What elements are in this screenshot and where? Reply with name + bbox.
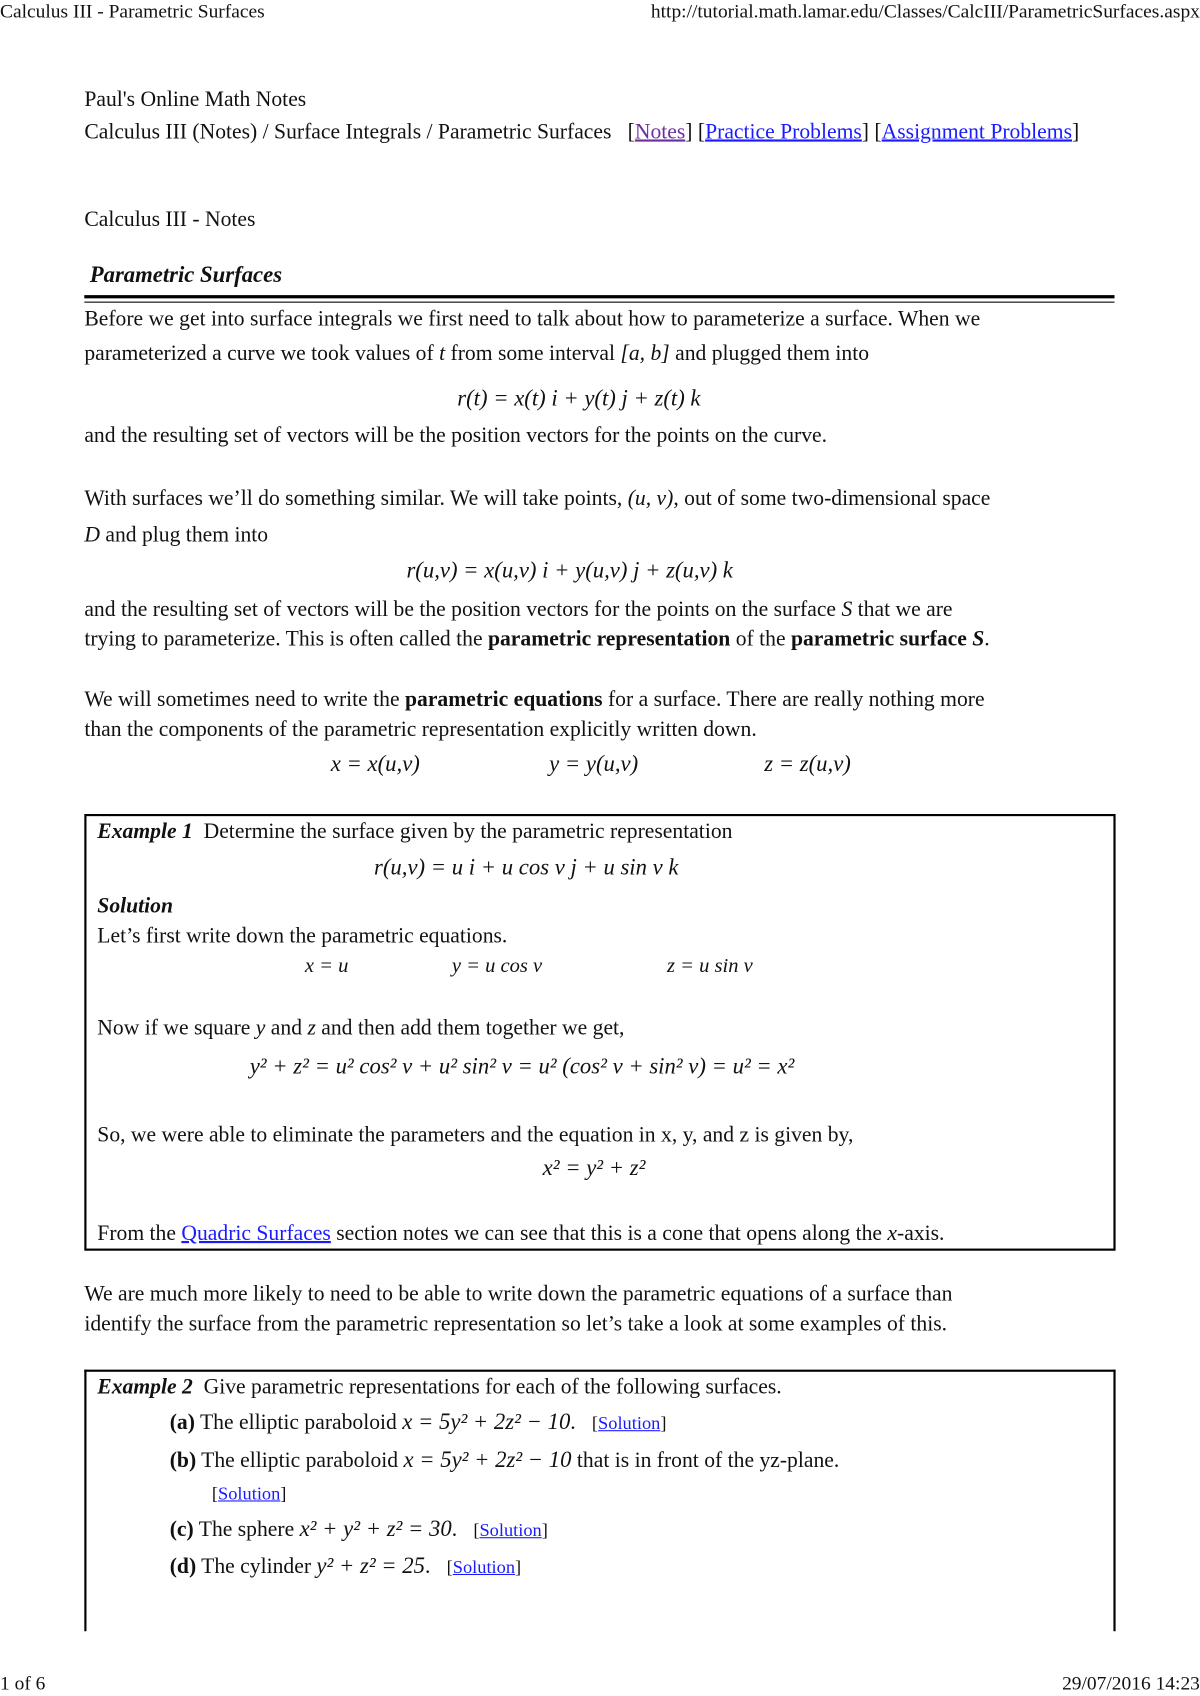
- math-t: t: [439, 341, 446, 366]
- solution-line: [97, 1220, 944, 1246]
- math-uv: (u, v): [627, 486, 674, 511]
- equation-squares: y² + z² = u² cos² v + u² sin² v = u² (cos² v + sin² v) = u² = x²: [249, 1052, 795, 1079]
- print-header-url: http://tutorial.math.lamar.edu/Classes/CalcIII/ParametricSurfaces.aspx: [650, 0, 1200, 22]
- paragraph-line: and the resulting set of vectors will be the position vectors for the points on the curve.: [84, 423, 828, 448]
- equation-x: x = u: [304, 954, 349, 978]
- print-footer-datetime: 29/07/2016 14:23: [1062, 1672, 1200, 1694]
- text: The cylinder: [201, 1554, 317, 1579]
- solution-d-link[interactable]: Solution: [452, 1556, 516, 1578]
- text: and plug them into: [99, 523, 269, 547]
- text: parameterized a curve we took values of: [84, 341, 440, 366]
- breadcrumb-path: Calculus III (Notes) / Surface Integrals / Parametric Surfaces: [84, 119, 612, 144]
- part-tag: (a): [169, 1410, 195, 1435]
- text: The elliptic paraboloid: [201, 1448, 404, 1473]
- text: from some interval: [445, 341, 621, 366]
- part-tag: (b): [169, 1448, 197, 1473]
- text: .: [984, 626, 990, 651]
- solution-a-link[interactable]: Solution: [598, 1412, 661, 1434]
- quadric-surfaces-link[interactable]: Quadric Surfaces: [181, 1221, 331, 1246]
- text: that is in front of the yz-plane.: [571, 1448, 840, 1473]
- equation-y: y = u cos v: [451, 954, 543, 978]
- equation-z: z = u sin v: [666, 954, 753, 978]
- math-S: S: [841, 597, 853, 622]
- practice-problems-link[interactable]: Practice Problems: [705, 119, 862, 144]
- page-title: Parametric Surfaces: [89, 261, 283, 288]
- text: , out of some two-dimensional space: [673, 486, 991, 511]
- text: that we are: [852, 597, 953, 622]
- math: x = 5y² + 2z² − 10: [403, 1446, 572, 1473]
- solution-b: [Solution]: [211, 1483, 287, 1504]
- paragraph-line: [84, 626, 989, 652]
- part-a: (a) The elliptic paraboloid x = 5y² + 2z² − 10. [Solution]: [169, 1408, 667, 1435]
- paragraph-line: Before we get into surface integrals we first need to talk about how to parameterize a surface. When we: [84, 307, 981, 331]
- text: .: [425, 1554, 431, 1579]
- paragraph-line: [84, 686, 984, 712]
- example-1-equation: r(u,v) = u i + u cos v j + u sin v k: [374, 853, 679, 880]
- text: Determine the surface given by the parametric representation: [203, 819, 733, 844]
- term-parametric-equations: parametric equations: [405, 687, 603, 712]
- text: -axis.: [897, 1221, 945, 1246]
- text: section notes we can see that this is a cone that opens along the: [330, 1221, 888, 1246]
- paragraph-line: than the components of the parametric representation explicitly written down.: [84, 717, 757, 742]
- math-S: S: [966, 626, 985, 651]
- part-tag: (c): [169, 1517, 194, 1542]
- example-label: Example 2: [97, 1375, 193, 1399]
- equation-cone: x² = y² + z²: [542, 1154, 646, 1181]
- text: Give parametric representations for each of the following surfaces.: [203, 1375, 782, 1399]
- text: The elliptic paraboloid: [199, 1410, 403, 1435]
- solution-line: Let’s first write down the parametric equations.: [97, 924, 508, 949]
- text: .: [570, 1410, 576, 1435]
- paragraph-line: [84, 485, 990, 511]
- math-y: y: [255, 1016, 266, 1040]
- text: With surfaces we’ll do something similar. We will take points,: [84, 486, 628, 511]
- example-1-prompt: [97, 818, 732, 844]
- solution-c-link[interactable]: Solution: [479, 1519, 542, 1541]
- text: of the: [730, 626, 791, 651]
- title-rule-thin: [84, 302, 1114, 303]
- title-rule: [84, 295, 1114, 298]
- section-label: Calculus III - Notes: [84, 207, 256, 232]
- equation-z: z = z(u,v): [764, 750, 851, 777]
- math-x: x: [887, 1221, 898, 1246]
- breadcrumb: Calculus III (Notes) / Surface Integrals / Parametric Surfaces [Notes] [Practice Problems] [Assignment Problems]: [84, 119, 1080, 144]
- solution-line: [97, 1015, 624, 1041]
- site-name: Paul's Online Math Notes: [84, 87, 307, 112]
- equation-x: x = x(u,v): [330, 750, 420, 777]
- text: The sphere: [198, 1517, 300, 1542]
- math: x = 5y² + 2z² − 10: [402, 1408, 571, 1435]
- equation-y: y = y(u,v): [549, 750, 639, 777]
- notes-link[interactable]: Notes: [634, 119, 686, 144]
- text: for a surface. There are really nothing more: [602, 687, 985, 712]
- text: We will sometimes need to write the: [84, 687, 406, 712]
- paragraph-line: We are much more likely to need to be able to write down the parametric equations of a surface than: [84, 1282, 953, 1306]
- paragraph-line: [84, 341, 869, 367]
- part-tag: (d): [169, 1554, 197, 1579]
- math: x² + y² + z² = 30: [299, 1515, 452, 1542]
- part-c: (c) The sphere x² + y² + z² = 30. [Solution]: [169, 1515, 548, 1542]
- paragraph-line: [84, 522, 268, 548]
- assignment-problems-link[interactable]: Assignment Problems: [881, 119, 1073, 144]
- print-footer-page: 1 of 6: [0, 1672, 46, 1694]
- text: and: [265, 1016, 308, 1040]
- example-label: Example 1: [97, 819, 193, 844]
- text: trying to parameterize. This is often called the: [84, 626, 488, 651]
- print-header-title: Calculus III - Parametric Surfaces: [0, 0, 265, 22]
- part-d: (d) The cylinder y² + z² = 25. [Solution]: [169, 1552, 522, 1579]
- math-interval: [a, b]: [620, 341, 670, 366]
- solution-b-link[interactable]: Solution: [218, 1483, 281, 1504]
- solution-label: Solution: [97, 893, 174, 918]
- part-b: [170, 1446, 840, 1473]
- text: and the resulting set of vectors will be the position vectors for the points on the surface: [84, 597, 842, 622]
- math-D: D: [84, 523, 100, 547]
- term-parametric-surface: parametric surface: [790, 626, 967, 651]
- text: and then add them together we get,: [315, 1016, 625, 1040]
- text: .: [451, 1517, 458, 1542]
- text: From the: [97, 1221, 182, 1246]
- solution-line: So, we were able to eliminate the parameters and the equation in x, y, and z is given by,: [97, 1123, 854, 1147]
- equation-curve: r(t) = x(t) i + y(t) j + z(t) k: [457, 384, 701, 411]
- text: and plugged them into: [669, 341, 870, 366]
- text: Now if we square: [97, 1016, 256, 1040]
- example-2-prompt: [97, 1374, 781, 1400]
- equation-surface: r(u,v) = x(u,v) i + y(u,v) j + z(u,v) k: [406, 556, 733, 583]
- math-z: z: [307, 1016, 316, 1040]
- paragraph-line: identify the surface from the parametric representation so let’s take a look at some examples of this.: [84, 1312, 948, 1337]
- math: y² + z² = 25: [316, 1552, 426, 1579]
- term-parametric-representation: parametric representation: [487, 626, 731, 651]
- paragraph-line: [84, 597, 952, 623]
